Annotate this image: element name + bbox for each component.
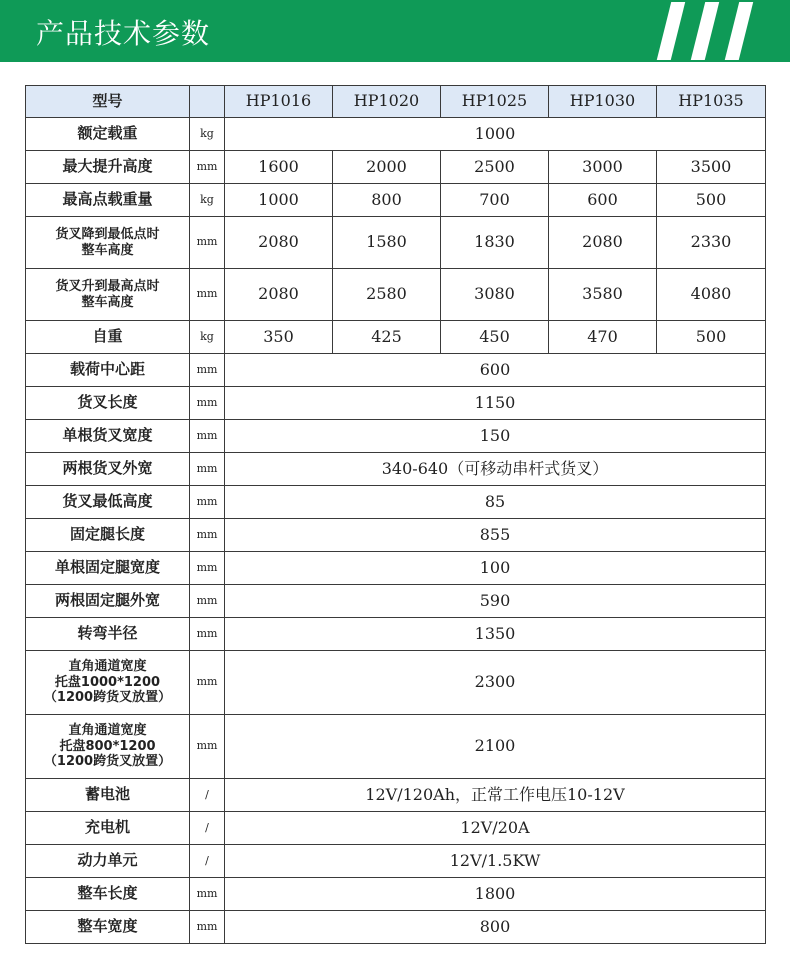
row-merged-value: 1350 bbox=[225, 618, 766, 651]
row-merged-value: 1000 bbox=[225, 118, 766, 151]
row-value-cell: 2080 bbox=[225, 269, 333, 321]
row-label: 货叉最低高度 bbox=[26, 486, 190, 519]
row-unit: mm bbox=[190, 420, 225, 453]
spec-table bbox=[25, 85, 766, 944]
row-label: 两根固定腿外宽 bbox=[26, 585, 190, 618]
header-model-cell: HP1016 bbox=[225, 86, 333, 118]
row-merged-value: 12V/20A bbox=[225, 812, 766, 845]
table-header-row bbox=[26, 86, 766, 118]
stripe-decoration bbox=[725, 2, 753, 60]
table-row bbox=[26, 420, 766, 453]
row-merged-value: 800 bbox=[225, 911, 766, 944]
row-unit: mm bbox=[190, 911, 225, 944]
header-unit-cell bbox=[190, 86, 225, 118]
table-row bbox=[26, 585, 766, 618]
row-unit: mm bbox=[190, 486, 225, 519]
table-row bbox=[26, 118, 766, 151]
row-value-cell: 350 bbox=[225, 321, 333, 354]
row-merged-value: 1800 bbox=[225, 878, 766, 911]
table-row bbox=[26, 552, 766, 585]
row-merged-value: 590 bbox=[225, 585, 766, 618]
row-value-cell: 2080 bbox=[225, 217, 333, 269]
row-unit: kg bbox=[190, 321, 225, 354]
row-value-cell: 470 bbox=[549, 321, 657, 354]
row-value-cell: 1580 bbox=[333, 217, 441, 269]
row-unit: mm bbox=[190, 878, 225, 911]
row-label: 两根货叉外宽 bbox=[26, 453, 190, 486]
row-unit: / bbox=[190, 845, 225, 878]
row-unit: mm bbox=[190, 715, 225, 779]
row-label: 货叉降到最低点时 整车高度 bbox=[26, 217, 190, 269]
row-unit: mm bbox=[190, 151, 225, 184]
row-value-cell: 450 bbox=[441, 321, 549, 354]
row-label: 蓄电池 bbox=[26, 779, 190, 812]
row-label: 货叉升到最高点时 整车高度 bbox=[26, 269, 190, 321]
row-unit: / bbox=[190, 812, 225, 845]
table-row bbox=[26, 812, 766, 845]
row-value-cell: 3000 bbox=[549, 151, 657, 184]
row-unit: mm bbox=[190, 552, 225, 585]
row-value-cell: 1600 bbox=[225, 151, 333, 184]
row-merged-value: 855 bbox=[225, 519, 766, 552]
table-row bbox=[26, 269, 766, 321]
row-value-cell: 800 bbox=[333, 184, 441, 217]
row-label: 整车长度 bbox=[26, 878, 190, 911]
row-label: 固定腿长度 bbox=[26, 519, 190, 552]
row-label: 直角通道宽度 托盘1000*1200 （1200跨货叉放置） bbox=[26, 651, 190, 715]
row-value-cell: 3580 bbox=[549, 269, 657, 321]
row-value-cell: 600 bbox=[549, 184, 657, 217]
row-value-cell: 4080 bbox=[657, 269, 766, 321]
stripe-decoration bbox=[657, 2, 685, 60]
row-merged-value: 340-640（可移动串杆式货叉） bbox=[225, 453, 766, 486]
row-value-cell: 425 bbox=[333, 321, 441, 354]
row-value-cell: 2080 bbox=[549, 217, 657, 269]
row-merged-value: 150 bbox=[225, 420, 766, 453]
row-unit: mm bbox=[190, 387, 225, 420]
row-value-cell: 2500 bbox=[441, 151, 549, 184]
table-row bbox=[26, 184, 766, 217]
row-merged-value: 85 bbox=[225, 486, 766, 519]
table-row bbox=[26, 453, 766, 486]
stripe-decoration bbox=[691, 2, 719, 60]
table-row bbox=[26, 151, 766, 184]
row-merged-value: 2100 bbox=[225, 715, 766, 779]
row-merged-value: 12V/1.5KW bbox=[225, 845, 766, 878]
row-label: 充电机 bbox=[26, 812, 190, 845]
table-row bbox=[26, 911, 766, 944]
row-unit: / bbox=[190, 779, 225, 812]
row-merged-value: 2300 bbox=[225, 651, 766, 715]
table-row bbox=[26, 387, 766, 420]
row-unit: mm bbox=[190, 618, 225, 651]
row-label: 整车宽度 bbox=[26, 911, 190, 944]
header-banner bbox=[0, 0, 790, 62]
row-unit: mm bbox=[190, 585, 225, 618]
row-unit: mm bbox=[190, 453, 225, 486]
table-row bbox=[26, 217, 766, 269]
table-row bbox=[26, 321, 766, 354]
row-value-cell: 500 bbox=[657, 184, 766, 217]
row-unit: mm bbox=[190, 354, 225, 387]
table-row bbox=[26, 878, 766, 911]
row-label: 自重 bbox=[26, 321, 190, 354]
page-title: 产品技术参数 bbox=[36, 17, 211, 50]
row-value-cell: 700 bbox=[441, 184, 549, 217]
table-row bbox=[26, 486, 766, 519]
row-label: 单根货叉宽度 bbox=[26, 420, 190, 453]
header-model-cell: HP1030 bbox=[549, 86, 657, 118]
row-unit: mm bbox=[190, 269, 225, 321]
row-merged-value: 12V/120Ah，正常工作电压10-12V bbox=[225, 779, 766, 812]
row-unit: kg bbox=[190, 118, 225, 151]
row-value-cell: 1830 bbox=[441, 217, 549, 269]
table-row bbox=[26, 715, 766, 779]
table-row bbox=[26, 779, 766, 812]
row-label: 最高点载重量 bbox=[26, 184, 190, 217]
row-unit: mm bbox=[190, 519, 225, 552]
table-row bbox=[26, 845, 766, 878]
table-row bbox=[26, 651, 766, 715]
row-value-cell: 500 bbox=[657, 321, 766, 354]
row-value-cell: 2330 bbox=[657, 217, 766, 269]
row-unit: mm bbox=[190, 651, 225, 715]
row-label: 最大提升高度 bbox=[26, 151, 190, 184]
table-row bbox=[26, 519, 766, 552]
decorative-stripes bbox=[654, 0, 774, 62]
row-label: 货叉长度 bbox=[26, 387, 190, 420]
header-model-cell: HP1035 bbox=[657, 86, 766, 118]
row-label: 单根固定腿宽度 bbox=[26, 552, 190, 585]
row-merged-value: 1150 bbox=[225, 387, 766, 420]
header-model-label: 型号 bbox=[26, 86, 190, 118]
row-merged-value: 600 bbox=[225, 354, 766, 387]
header-model-cell: HP1020 bbox=[333, 86, 441, 118]
row-value-cell: 2000 bbox=[333, 151, 441, 184]
row-value-cell: 1000 bbox=[225, 184, 333, 217]
row-unit: kg bbox=[190, 184, 225, 217]
row-label: 转弯半径 bbox=[26, 618, 190, 651]
table-row bbox=[26, 618, 766, 651]
row-value-cell: 3080 bbox=[441, 269, 549, 321]
row-label: 额定载重 bbox=[26, 118, 190, 151]
row-value-cell: 3500 bbox=[657, 151, 766, 184]
row-label: 动力单元 bbox=[26, 845, 190, 878]
table-row bbox=[26, 354, 766, 387]
row-unit: mm bbox=[190, 217, 225, 269]
row-label: 载荷中心距 bbox=[26, 354, 190, 387]
row-value-cell: 2580 bbox=[333, 269, 441, 321]
header-model-cell: HP1025 bbox=[441, 86, 549, 118]
row-label: 直角通道宽度 托盘800*1200 （1200跨货叉放置） bbox=[26, 715, 190, 779]
row-merged-value: 100 bbox=[225, 552, 766, 585]
